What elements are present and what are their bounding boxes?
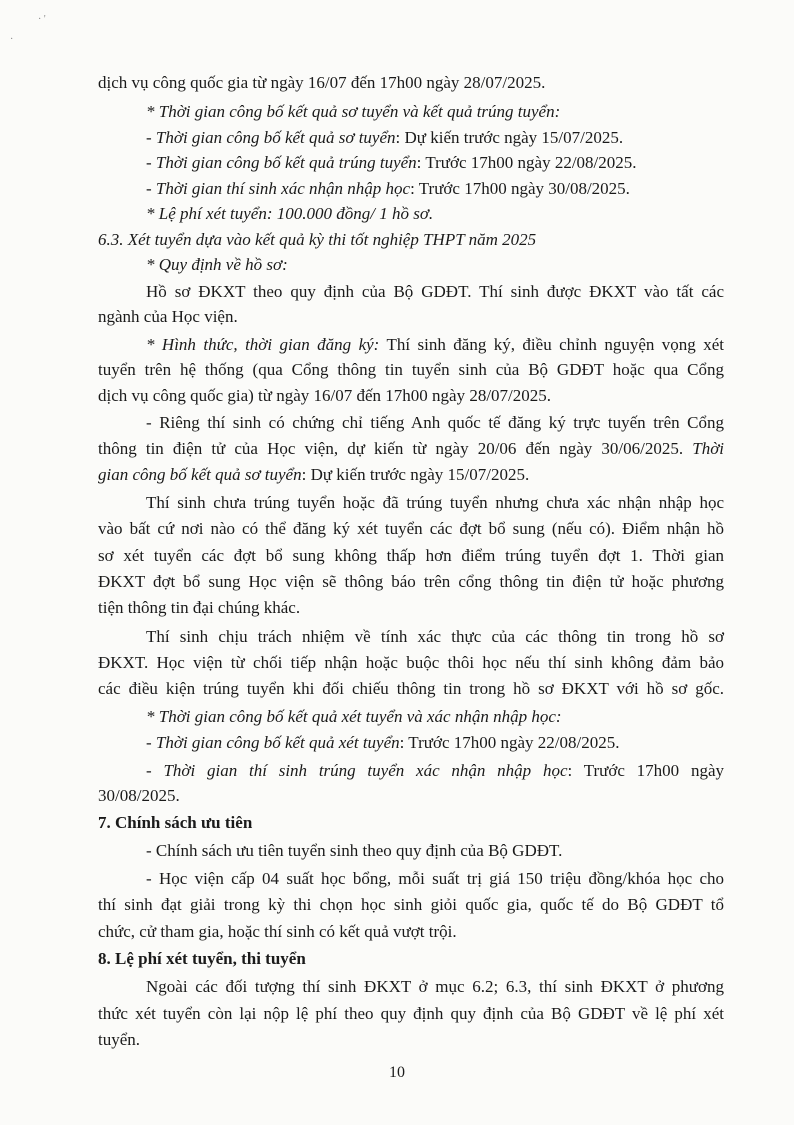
text-line: Ngoài các đối tượng thí sinh ĐKXT ở mục 6.2; 6.3, thí sinh ĐKXT ở phương bbox=[146, 977, 724, 996]
text-line: - Chính sách ưu tiên tuyển sinh theo quy định của Bộ GDĐT. bbox=[146, 841, 563, 860]
text-line: - Thời gian thí sinh xác nhận nhập học: Trước 17h00 ngày 30/08/2025. bbox=[146, 179, 630, 198]
text-line: gian công bố kết quả sơ tuyển: Dự kiến trước ngày 15/07/2025. bbox=[98, 465, 530, 484]
text-line: - Học viện cấp 04 suất học bổng, mỗi suất trị giá 150 triệu đồng/khóa học cho bbox=[146, 869, 724, 888]
section-heading: 7. Chính sách ưu tiên bbox=[98, 813, 253, 832]
section-heading: 6.3. Xét tuyển dựa vào kết quả kỳ thi tốt nghiệp THPT năm 2025 bbox=[98, 230, 537, 249]
text-line: các điều kiện trúng tuyển khi đối chiếu thông tin trong hồ sơ ĐKXT với hồ sơ gốc. bbox=[98, 679, 724, 698]
section-heading: * Quy định về hồ sơ: bbox=[146, 255, 288, 274]
section-heading: 8. Lệ phí xét tuyển, thi tuyển bbox=[98, 949, 306, 968]
text-line: Thí sinh chưa trúng tuyển hoặc đã trúng tuyển nhưng chưa xác nhận nhập học bbox=[146, 493, 724, 512]
text-line: ngành của Học viện. bbox=[98, 307, 238, 326]
text-line: - Thời gian công bố kết quả xét tuyển: Trước 17h00 ngày 22/08/2025. bbox=[146, 733, 620, 752]
text-line: - Thời gian thí sinh trúng tuyển xác nhận nhập học: Trước 17h00 ngày bbox=[146, 761, 724, 780]
text-line: tiện thông tin đại chúng khác. bbox=[98, 598, 301, 617]
section-heading: * Thời gian công bố kết quả xét tuyển và xác nhận nhập học: bbox=[146, 707, 562, 726]
text-line: Thí sinh chịu trách nhiệm về tính xác thực của các thông tin trong hồ sơ bbox=[146, 627, 724, 646]
section-heading: * Thời gian công bố kết quả sơ tuyển và kết quả trúng tuyển: bbox=[146, 102, 561, 121]
text-line: 30/08/2025. bbox=[98, 786, 180, 805]
text-line: tuyển trên hệ thống (qua Cổng thông tin tuyển sinh của Bộ GDĐT hoặc qua Cổng bbox=[98, 360, 724, 379]
text-line: thông tin điện tử của Học viện, dự kiến từ ngày 20/06 đến ngày 30/06/2025. Thời bbox=[98, 439, 724, 458]
page-number: 10 bbox=[389, 1064, 405, 1081]
text-line: - Thời gian công bố kết quả sơ tuyển: Dự kiến trước ngày 15/07/2025. bbox=[146, 128, 624, 147]
text-line: Hồ sơ ĐKXT theo quy định của Bộ GDĐT. Thí sinh được ĐKXT vào tất các bbox=[146, 282, 724, 301]
text-line: dịch vụ công quốc gia từ ngày 16/07 đến 17h00 ngày 28/07/2025. bbox=[98, 73, 546, 92]
text-line: ĐKXT đợt bổ sung Học viện sẽ thông báo trên cổng thông tin điện tử hoặc phương bbox=[98, 572, 724, 591]
text-line: dịch vụ công quốc gia) từ ngày 16/07 đến 17h00 ngày 28/07/2025. bbox=[98, 386, 552, 405]
text-line: tuyển. bbox=[98, 1030, 141, 1049]
text-line: - Riêng thí sinh có chứng chỉ tiếng Anh quốc tế đăng ký trực tuyến trên Cổng bbox=[146, 413, 724, 432]
text-line: - Thời gian công bố kết quả trúng tuyển: Trước 17h00 ngày 22/08/2025. bbox=[146, 153, 637, 172]
text-line: * Hình thức, thời gian đăng ký: Thí sinh đăng ký, điều chỉnh nguyện vọng xét bbox=[146, 335, 724, 354]
text-line: chức, cử tham gia, hoặc thí sinh có kết quả vượt trội. bbox=[98, 922, 457, 941]
text-line: * Lệ phí xét tuyển: 100.000 đồng/ 1 hồ sơ. bbox=[146, 204, 434, 223]
text-line: thức xét tuyển còn lại nộp lệ phí theo quy định quy định của Bộ GDĐT về lệ phí xét bbox=[98, 1004, 724, 1023]
text-line: sơ xét tuyển các đợt bổ sung không thấp hơn điểm trúng tuyển đợt 1. Thời gian bbox=[98, 546, 724, 565]
text-line: thí sinh đạt giải trong kỳ thi chọn học sinh giỏi quốc gia, quốc tế do Bộ GDĐT tổ bbox=[98, 895, 724, 914]
text-line: ĐKXT. Học viện từ chối tiếp nhận hoặc buộc thôi học nếu thí sinh không đảm bảo bbox=[98, 653, 724, 672]
text-line: vào bất cứ nơi nào có thể đăng ký xét tuyển các đợt bổ sung (nếu có). Điểm nhận hồ bbox=[98, 519, 724, 538]
